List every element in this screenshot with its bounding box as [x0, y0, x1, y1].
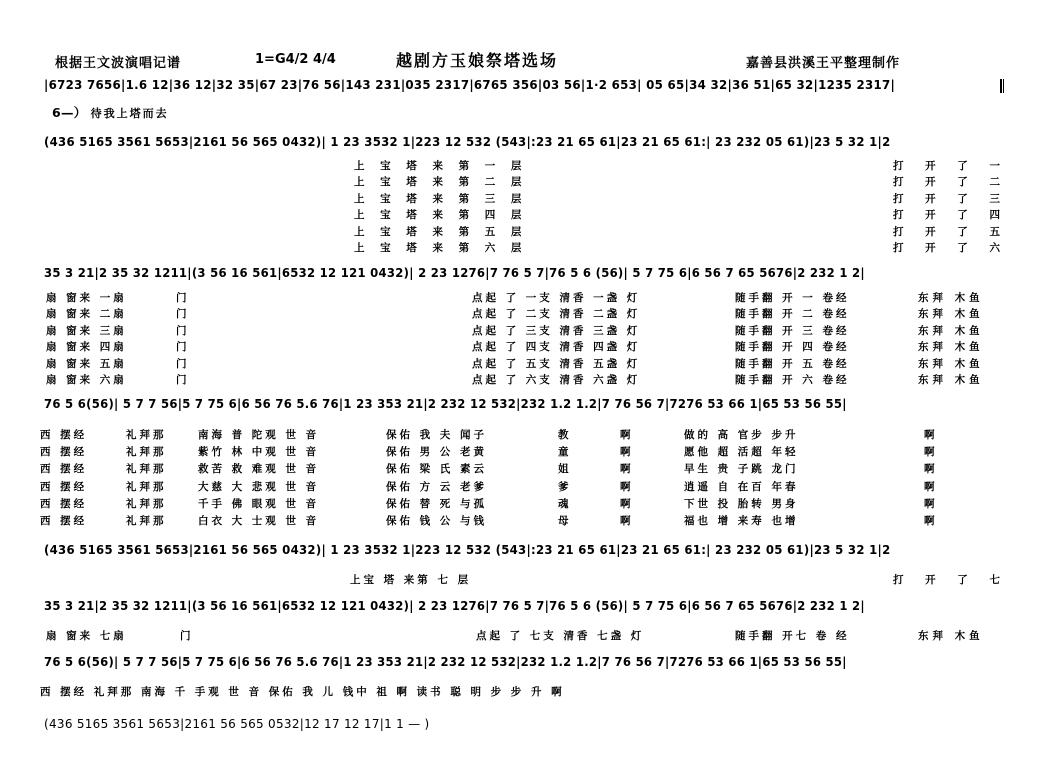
lyric-block-3-f: 啊 啊 啊 啊 啊 啊 — [620, 429, 637, 528]
lyric-block-2-men: 门 门 门 门 门 门 — [176, 292, 193, 387]
notation-line-6: (436 5165 3561 5653|2161 56 565 0432)| 1 23 3532 1|223 12 532 (543|:23 21 65 61|23 21 65 61:| 23 232 05 61)|23 5 32 1|2 — [44, 542, 891, 557]
lyric-block-2-mid: 点起 了 一支 清香 一盏 灯 点起 了 二支 清香 二盏 灯 点起 了 三支 清香 三盏 灯 点起 了 四支 清香 四盏 灯 点起 了 五支 清香 五盏 灯 点起 了 六支 清香 六盏 灯 — [472, 292, 641, 387]
notation-line-9: (436 5165 3561 5653|2161 56 565 0532|12 17 12 17|1 1 — ) — [44, 716, 430, 731]
notation-line-3: (436 5165 3561 5653|2161 56 565 0432)| 1 23 3532 1|223 12 532 (543|:23 21 65 61|23 21 65 61:| 23 232 05 61)|23 5 32 1|2 — [44, 134, 891, 149]
key-signature: 1=G4/2 4/4 — [255, 52, 336, 67]
lyric-block-3-h: 啊 啊 啊 啊 啊 啊 — [924, 429, 941, 528]
lyric-verse7-right: 打 开 了 七 — [893, 574, 1009, 586]
lyric-block-3-e: 教 童 姐 爹 魂 母 — [558, 429, 575, 528]
end-barline — [1000, 79, 1002, 93]
spoken-line: 待我上塔而去 — [90, 107, 169, 120]
lyric-verse7-mid: 点起 了 七支 清香 七盏 灯 — [476, 630, 645, 642]
end-barline-thin — [1003, 79, 1004, 93]
notation-line-8: 76 5 6(56)| 5 7 7 56|5 7 75 6|6 56 76 5.6 76|1 23 353 21|2 232 12 532|232 1.2 1.2|7 76 56 7|7276 53 66 1|65 53 56 55| — [44, 654, 847, 669]
lyric-verse7-men: 门 — [180, 630, 197, 642]
lyric-block-3-g: 做的 高 官步 步升 愿他 超 活超 年轻 早生 贵 子跳 龙门 逍遥 自 在百 年春 下世 投 胎转 男身 福也 增 来寿 也增 — [684, 429, 799, 528]
arranger-credit: 嘉善县洪溪王平整理制作 — [746, 56, 901, 71]
lyric-block-2-right: 东拜 木鱼 东拜 木鱼 东拜 木鱼 东拜 木鱼 东拜 木鱼 东拜 木鱼 — [918, 292, 984, 387]
notation-line-1: |6723 7656|1.6 12|36 12|32 35|67 23|76 56|143 231|035 2317|6765 356|03 56|1·2 653| 05 65|34 32|36 51|65 32|1235 2317| — [44, 77, 896, 92]
lyric-block-1-right: 打 开 了 一 打 开 了 二 打 开 了 三 打 开 了 四 打 开 了 五 打 开 了 六 — [893, 160, 1009, 255]
score-title: 越剧方玉娘祭塔选场 — [396, 51, 559, 70]
lyric-block-1-center: 上 宝 塔 来 第 一 层 上 宝 塔 来 第 二 层 上 宝 塔 来 第 三 层 上 宝 塔 来 第 四 层 上 宝 塔 来 第 五 层 上 宝 塔 来 第 六 层 — [354, 160, 528, 255]
lyric-block-3-d: 保佑 我 夫 闻子 保佑 男 公 老黄 保佑 梁 氏 素云 保佑 方 云 老爹 保佑 替 死 与孤 保佑 钱 公 与钱 — [386, 429, 487, 528]
lyric-verse7-left: 扇 窗来 七扇 — [46, 630, 127, 642]
lyric-block-2-left: 扇 窗来 一扇 扇 窗来 二扇 扇 窗来 三扇 扇 窗来 四扇 扇 窗来 五扇 扇 窗来 六扇 — [46, 292, 127, 387]
lyric-verse7-right-2: 东拜 木鱼 — [918, 630, 984, 642]
lyric-block-2-sui: 随手翻 开 一 卷经 随手翻 开 二 卷经 随手翻 开 三 卷经 随手翻 开 四 卷经 随手翻 开 五 卷经 随手翻 开 六 卷经 — [735, 292, 850, 387]
notation-line-5: 76 5 6(56)| 5 7 7 56|5 7 75 6|6 56 76 5.6 76|1 23 353 21|2 232 12 532|232 1.2 1.2|7 76 56 7|7276 53 66 1|65 53 56 55| — [44, 396, 847, 411]
lyric-verse7-center: 上宝 塔 来第 七 层 — [350, 574, 472, 586]
lyric-block-3-c: 南海 普 陀观 世 音 紫竹 林 中观 世 音 救苦 救 难观 世 音 大慈 大 悲观 世 音 千手 佛 眼观 世 音 白衣 大 士观 世 音 — [198, 429, 320, 528]
lyric-verse7-last: 西 摆经 礼拜那 南海 千 手观 世 音 保佑 我 儿 钱中 祖 啊 读书 聪 明 步 步 升 啊 — [40, 686, 565, 698]
lyric-block-3-b: 礼拜那 礼拜那 礼拜那 礼拜那 礼拜那 礼拜那 — [126, 429, 167, 528]
lyric-verse7-sui: 随手翻 开七 卷 经 — [735, 630, 850, 642]
notation-line-7: 35 3 21|2 35 32 1211|(3 56 16 561|6532 12 121 0432)| 2 23 1276|7 76 5 7|76 5 6 (56)| 5 7 75 6|6 56 7 65 5676|2 232 1 2| — [44, 598, 865, 613]
source-note: 根据王文波演唱记谱 — [55, 56, 182, 71]
notation-line-4: 35 3 21|2 35 32 1211|(3 56 16 561|6532 12 121 0432)| 2 23 1276|7 76 5 7|76 5 6 (56)| 5 7 75 6|6 56 7 65 5676|2 232 1 2| — [44, 265, 865, 280]
notation-line-2: 6—） 待我上塔而去 — [52, 105, 169, 120]
lyric-block-3-a: 西 摆经 西 摆经 西 摆经 西 摆经 西 摆经 西 摆经 — [40, 429, 88, 528]
